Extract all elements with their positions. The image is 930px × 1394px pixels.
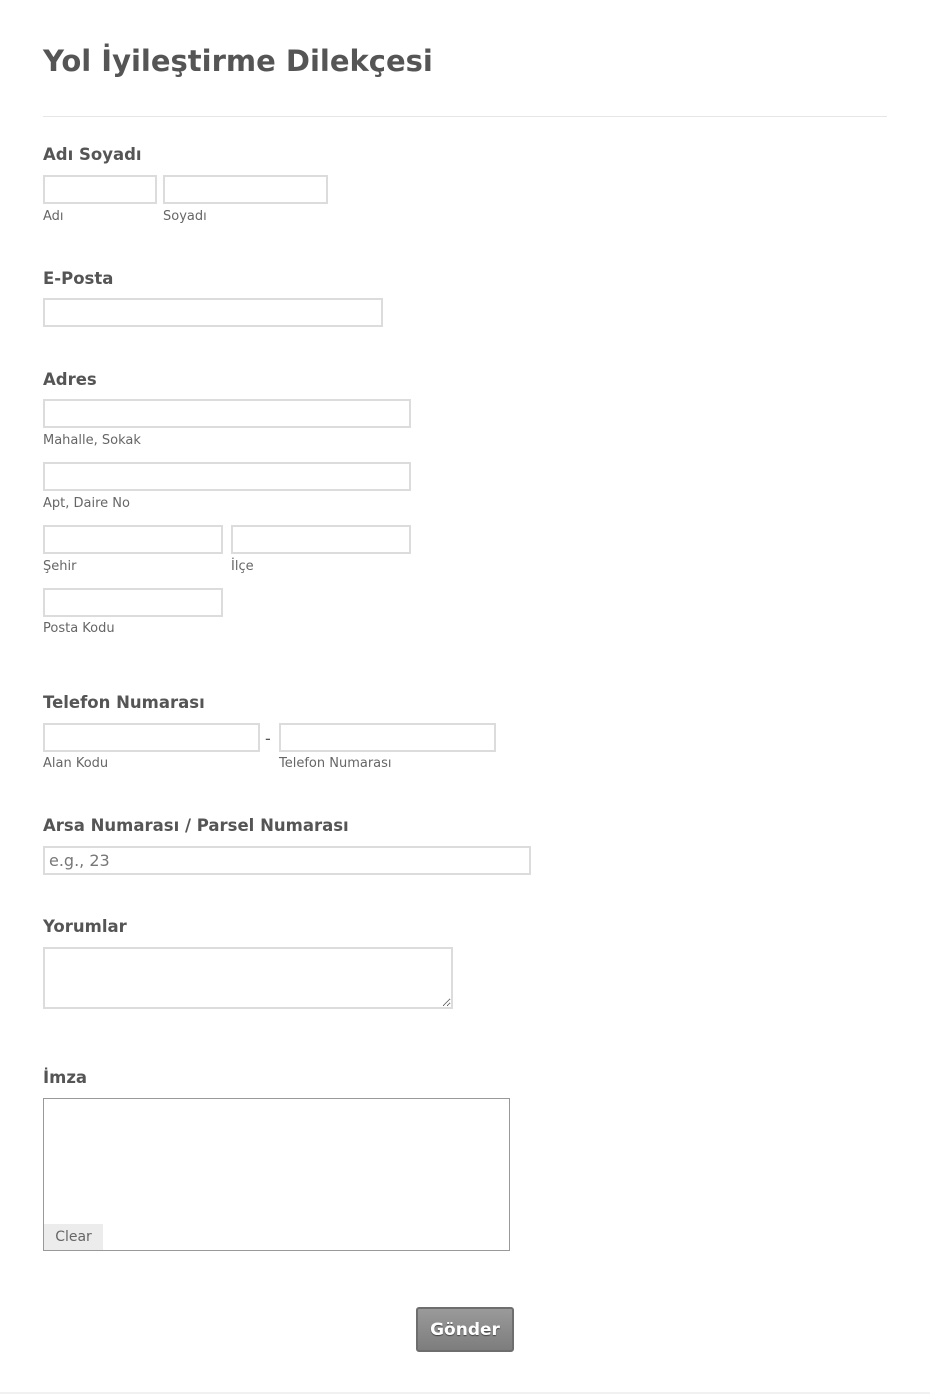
first-name-sublabel: Adı [43,209,64,224]
phone-label: Telefon Numarası [43,693,205,712]
city-sublabel: Şehir [43,559,77,574]
last-name-input[interactable] [163,175,328,204]
address-label: Adres [43,370,97,389]
signature-label: İmza [43,1068,88,1087]
district-sublabel: İlçe [231,559,254,574]
comments-label: Yorumlar [43,917,127,936]
district-input[interactable] [231,525,411,554]
apt-input[interactable] [43,462,411,491]
apt-sublabel: Apt, Daire No [43,496,130,511]
postal-code-sublabel: Posta Kodu [43,621,115,636]
phone-number-sublabel: Telefon Numarası [279,756,392,771]
area-code-sublabel: Alan Kodu [43,756,109,771]
email-input[interactable] [43,298,383,327]
parcel-input[interactable] [43,846,531,875]
postal-code-input[interactable] [43,588,223,617]
name-label: Adı Soyadı [43,145,142,164]
street-input[interactable] [43,399,411,428]
form-title: Yol İyileştirme Dilekçesi [43,44,433,78]
parcel-label: Arsa Numarası / Parsel Numarası [43,816,349,835]
phone-separator: - [265,729,271,748]
street-sublabel: Mahalle, Sokak [43,433,141,448]
last-name-sublabel: Soyadı [163,209,207,224]
city-input[interactable] [43,525,223,554]
first-name-input[interactable] [43,175,157,204]
comments-textarea[interactable] [43,947,453,1009]
email-label: E-Posta [43,269,114,288]
clear-signature-button[interactable]: Clear [44,1224,103,1250]
signature-pad[interactable] [43,1098,510,1251]
area-code-input[interactable] [43,723,260,752]
submit-button[interactable]: Gönder [416,1307,514,1352]
title-divider [43,116,887,117]
phone-number-input[interactable] [279,723,496,752]
